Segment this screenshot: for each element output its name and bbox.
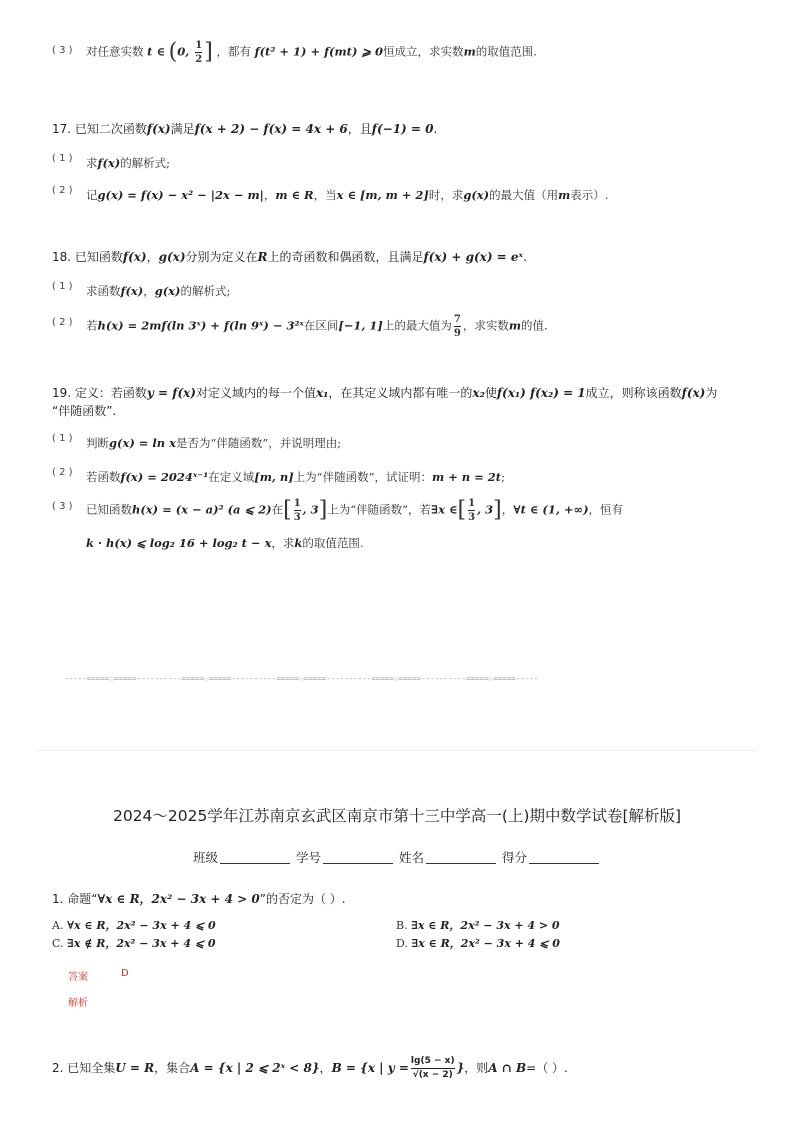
student-id-field[interactable]: 学号 [296,848,395,866]
answer-value: D [121,968,129,979]
class-field[interactable]: 班级 [193,848,292,866]
q2-stem: 2. 已知全集U = R，集合A = {x | 2 ⩽ 2ˣ < 8}，B = {x | y = $\frac{\lg(5 - x)}{√(x - 2)}$ }，则A ∩ B=（ ）. [52,1056,568,1080]
q19-stem: 19. 定义：若函数y = f(x)对定义域内的每一个值x₁，在其定义域内都有唯一的x₂使f(x₁) f(x₂) = 1成立，则称该函数f(x)为 “伴随函数”. [52,386,718,418]
score-field[interactable]: 得分 [502,848,601,866]
q1-option-c[interactable]: C. ∃x ∉ R，2x² − 3x + 4 ⩽ 0 [52,937,216,950]
page-title: 2024～2025学年江苏南京玄武区南京市第十三中学高一(上)期中数学试卷[解析版] [112,807,682,825]
q1-option-a[interactable]: A. ∀x ∈ R，2x² − 3x + 4 ⩽ 0 [52,919,216,932]
student-info-fields [0,848,794,866]
exam-page: ( 3 ) 对任意实数 t ∈ (0, $\frac{1}{2}$ ] ，都有 f(t² + 1) + f(mt) ⩾ 0恒成立，求实数m的取值范围. 17. 已知二次函数f(x)满足f(x + 2) − f(x) = 4x + 6，且f(−1) = 0. ( 1 ) 求f(x)的解析式; ( 2 ) 记g(x) = f(x) − x² − |2x − m|，m ∈ R，当x ∈ [m, m + 2]时，求g(x)的最大值（用m表示）. 18. 已知函数f(x)，g(x)分别为定义在R上的奇函数和偶函数，且满足f(x) + g(x) = eˣ. ( 1 ) 求函数f(x)，g(x)的解析式; ( 2 ) 若h(x) = 2mf(ln 3ˣ) + f(ln 9ˣ) − 3²ˣ在区间[−1, 1]上的最大值为 $\frac{7}{9}$ ，求实数m的值. 19. 定义：若函数y = f(x)对定义域内的每一个值x₁，在其定义域内都有唯一的x₂使f(x₁) f(x₂) = 1成立，则称该函数f(x)为 “伴随函数”. ( 1 ) 判断g(x) = ln x是否为“伴随函数”，并说明理由; ( 2 ) 若函数f(x) = 2024ˣ⁻¹在定义域[m, n]上为“伴随函数”，试证明：m + n = 2t; ( 3 ) 已知函数h(x) = (x − a)² (a ⩽ 2)在[ $\frac{1}{3}$ , 3]上为“伴随函数”，若∃x ∈[ $\frac{1}{3}$ , 3]，∀t ∈ (1, +∞)，恒有 k · h(x) ⩽ log₂ 16 + log₂ t − x，求k的取值范围. -----=====☆=====----------=====☆=====----------=====☆=====----------=====☆=====----------=====☆=====----- 2024～2025学年江苏南京玄武区南京市第十三中学高一(上)期中数学试卷[解析版] 班级 学号 姓名 得分 1. 命题“∀x ∈ R，2x² − 3x + 4 > 0”的否定为（ ）. A. ∀x ∈ R，2x² − 3x + 4 ⩽ 0 B. ∃x ∈ R，2x² − 3x + 4 > 0 C. ∃x ∉ R，2x² − 3x + 4 ⩽ 0 D. ∃x ∈ R，2x² − 3x + 4 ⩽ 0 答案 D 解析 2. 已知全集U = R，集合A = {x | 2 ⩽ 2ˣ < 8}，B = {x | y = $\frac{\lg(5 - x)}{√(x - 2)}$ }，则A ∩ B=（ ）. [0,0,794,1124]
answer-label: 答案 [68,972,88,983]
q18-stem: 18. 已知函数f(x)，g(x)分别为定义在R上的奇函数和偶函数，且满足f(x) + g(x) = eˣ. [52,250,527,264]
part-number: ( 3 ) [52,45,73,56]
page-break-line [36,750,758,751]
q1-option-d[interactable]: D. ∃x ∈ R，2x² − 3x + 4 ⩽ 0 [396,937,560,950]
section-divider: -----=====☆=====----------=====☆=====----------=====☆=====----------=====☆=====----------=====☆=====----- [64,674,539,683]
fraction: $\frac{7}{9}$ [453,314,461,339]
q1-option-b[interactable]: B. ∃x ∈ R，2x² − 3x + 4 > 0 [396,919,560,932]
fraction: $\frac{1}{2}$ [195,40,203,65]
fraction: $\frac{\lg(5 - x)}{√(x - 2)}$ [410,1056,455,1080]
q17-stem: 17. 已知二次函数f(x)满足f(x + 2) − f(x) = 4x + 6，且f(−1) = 0. [52,122,438,136]
q1-stem: 1. 命题“∀x ∈ R，2x² − 3x + 4 > 0”的否定为（ ）. [52,892,346,906]
analysis-label: 解析 [68,998,88,1009]
name-field[interactable]: 姓名 [399,848,498,866]
